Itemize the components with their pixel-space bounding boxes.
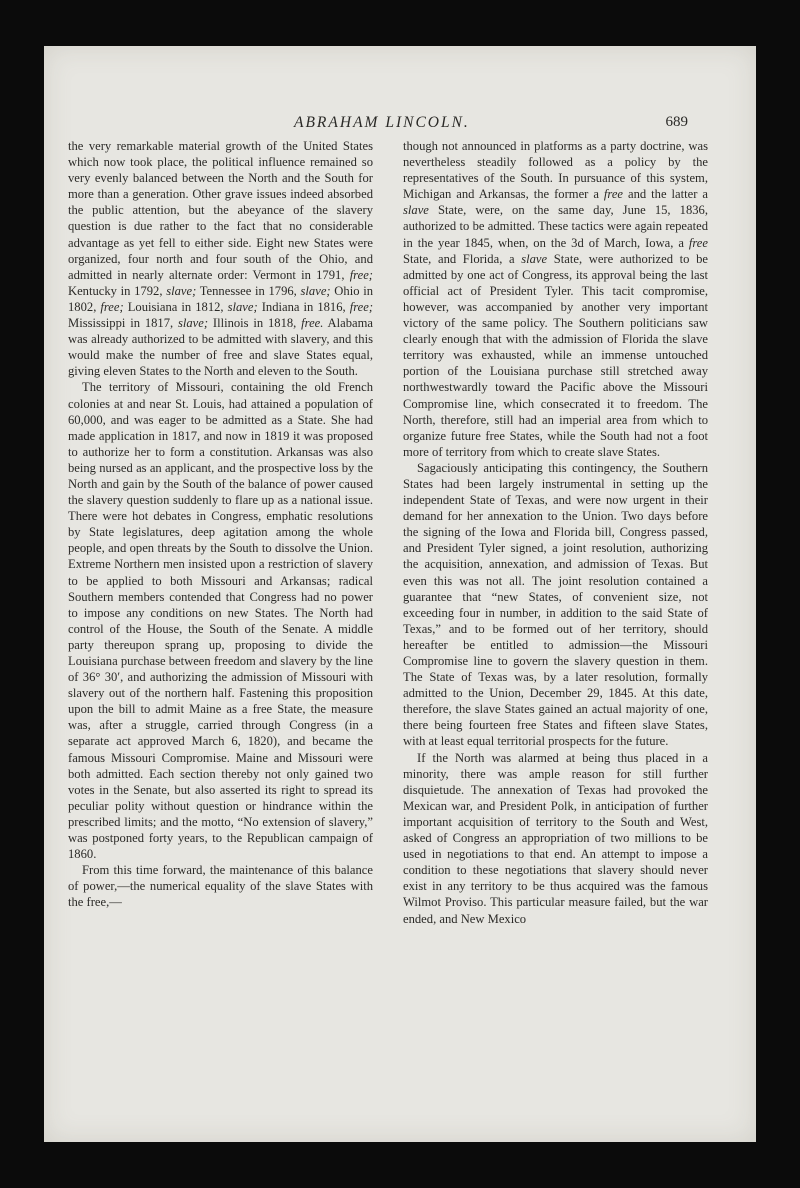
text-columns (68, 138, 708, 927)
running-title: ABRAHAM LINCOLN. (294, 114, 470, 131)
italic-run: slave; (177, 316, 209, 331)
italic-run: slave; (300, 283, 331, 298)
italic-run: free. (301, 316, 324, 331)
italic-run: free; (349, 267, 373, 282)
text-run: Tennessee in 1796, (196, 283, 301, 298)
italic-run: free; (100, 299, 124, 314)
book-page (44, 46, 756, 1142)
italic-run: slave (403, 203, 429, 218)
italic-run: free (688, 235, 708, 250)
paragraph (68, 138, 373, 379)
italic-run: slave (521, 251, 548, 266)
text-run: Indiana in 1816, (257, 299, 350, 314)
running-head (44, 114, 756, 138)
italic-run: slave; (166, 283, 197, 298)
text-run: the very remarkable material growth of the United States which now took place, the political influence remained so very evenly balanced between the North and the South for more than a generation. Other grave issues indeed absorbed the public attention, but the abeyance of the slavery question is due rather to the fact that no considerable advantage as yet fell to either side. Eight new States were organized, four north and four south of the Ohio, and admitted in nearly alternate order: Vermont in 1791, (68, 139, 373, 282)
paragraph (403, 138, 708, 460)
paragraph: Sagaciously anticipating this contingency, the Southern States had been largely instrumental in setting up the independent State of Texas, and were now urgent in their demand for her annexation to the Union. Two days before the signing of the Iowa and Florida bill, Congress passed, and President Tyler signed, a joint resolution, authorizing the acquisition, annexation, and admission of Texas. But even this was not all. The joint resolution contained a guarantee that “new States, of convenient size, not exceeding four in number, in addition to the said State of Texas,” and to be formed out of her territory, should hereafter be entitled to admission—the Missouri Compromise line to govern the slavery question in them. The State of Texas was, by a later resolution, formally admitted to the Union, December 29, 1845. At this date, therefore, the slave States gained an actual majority of one, there being fourteen free States and fifteen slave States, with at least equal territorial prospects for the future. (403, 460, 708, 749)
left-column (68, 138, 373, 927)
text-run: Mississippi in 1817, (68, 316, 178, 331)
italic-run: free; (349, 299, 374, 314)
text-run: Alabama was already authorized to be admitted with slavery, and this would make the number of free and slave States equal, giving eleven States to the North and eleven to the South. (68, 316, 373, 379)
paragraph: From this time forward, the maintenance of this balance of power,—the numerical equality of the slave States with the free,— (68, 863, 373, 910)
paragraph: If the North was alarmed at being thus placed in a minority, there was ample reason for still further disquietude. The annexation of Texas had provoked the Mexican war, and President Polk, in anticipation of further important acquisition of territory to the South and West, asked of Congress an appropriation of two millions to be used in negotiations to that end. An attempt to impose a condition to these negotiations that slavery should never exist in any territory to be thus acquired was the famous Wilmot Proviso. This particular measure failed, but the war ended, and New Mexico (403, 750, 708, 926)
text-run: Illinois in 1818, (208, 316, 302, 331)
text-run: Louisiana in 1812, (123, 299, 228, 314)
text-run: Ohio in 1802, (68, 283, 373, 314)
text-run: though not announced in platforms as a party doctrine, was nevertheless steadily followed as a policy by the representatives of the South. In pursuance of this system, Michigan and Arkansas, the former a (403, 139, 708, 202)
text-run: and the latter a (623, 187, 708, 202)
page-number: 689 (665, 114, 688, 130)
italic-run: free (603, 187, 624, 202)
text-run: State, and Florida, a (403, 251, 522, 266)
text-run: State, were, on the same day, June 15, 1836, authorized to be admitted. These tactics were again repeated in the year 1845, when, on the 3d of March, Iowa, a (403, 203, 708, 250)
italic-run: slave; (227, 299, 258, 314)
text-run: Kentucky in 1792, (68, 283, 167, 298)
right-column (403, 138, 708, 927)
paragraph: The territory of Missouri, containing the old French colonies at and near St. Louis, had attained a population of 60,000, and was eager to be admitted as a State. She had made application in 1817, and now in 1819 it was proposed to authorize her to form a constitution. Arkansas was also being nursed as an applicant, and the prospective loss by the North and gain by the South of the balance of power caused the slavery question suddenly to flare up as a national issue. There were hot debates in Congress, emphatic resolutions by State legislatures, deep agitation among the whole people, and open threats by the South to dissolve the Union. Extreme Northern men insisted upon a restriction of slavery to be applied to both Missouri and Arkansas; radical Southern members contended that Congress had no power to impose any conditions on new States. The North had control of the House, the South of the Senate. A middle party thereupon sprang up, proposing to divide the Louisiana purchase between freedom and slavery by the line of 36° 30′, and authorizing the admission of Missouri with slavery out of the northern half. Fastening this proposition upon the bill to admit Maine as a free State, the measure was, after a struggle, carried through Congress (in a separate act approved March 6, 1820), and became the famous Missouri Compromise. Maine and Missouri were both admitted. Each section thereby not only gained two votes in the Senate, but also asserted its right to spread its peculiar polity without question or hindrance within the prescribed limits; and the motto, “No extension of slavery,” was postponed forty years, to the Republican campaign of 1860. (68, 380, 373, 862)
text-run: State, were authorized to be admitted by one act of Congress, its approval being the last official act of President Tyler. This tacit compromise, however, was accompanied by another very important victory of the same policy. The Southern politicians saw clearly enough that with the admission of Florida the slave territory was exhausted, while an immense untouched portion of the Louisiana purchase still stretched away northwestwardly toward the Pacific above the Missouri Compromise line, which consecrated it to freedom. The North, therefore, still had an imperial area from which to organize future free States, while the South had not a foot more of territory from which to create slave States. (403, 251, 708, 459)
